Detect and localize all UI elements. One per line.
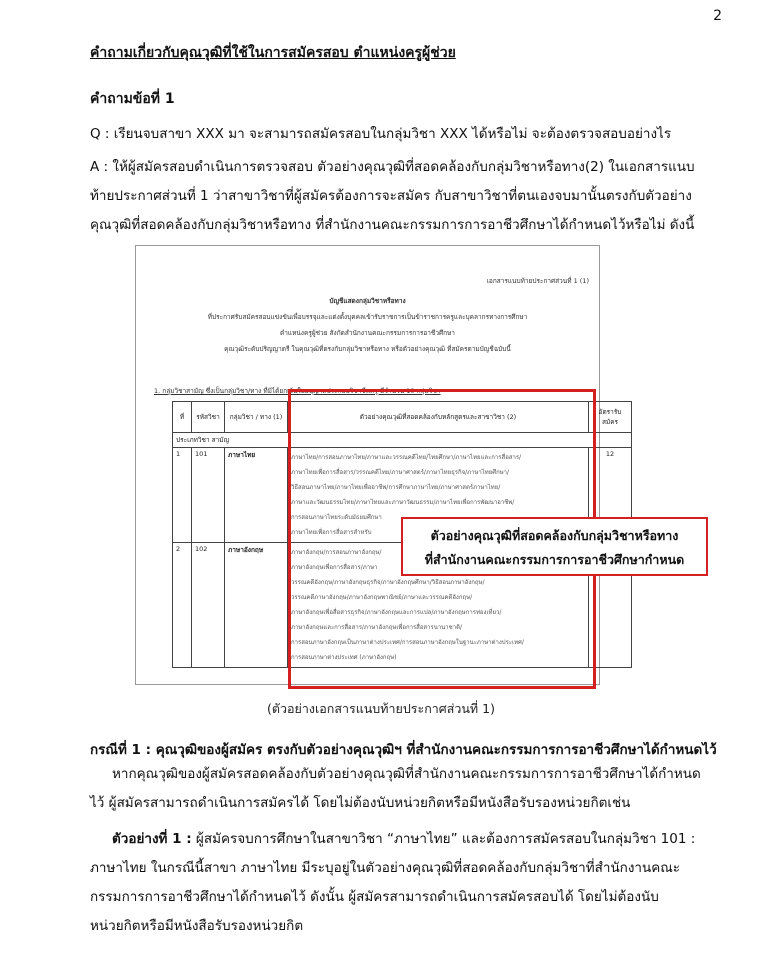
answer-text: A : ให้ผู้สมัครสอบดำเนินการตรวจสอบ ตัวอย่างคุณวุฒิที่สอดคล้องกับกลุ่มวิชาหรือทาง(2) ในเอกสารแนบท้ายประกาศส่วนที่ 1 ว่าสาขาวิชาที่ผู้สมัครต้องการจะสมัคร กับสาขาวิชาที่ตนเองจบมานั้นตรงกับตัวอย่างคุณวุฒิที่สอดคล้องกับกลุ่มวิชาหรือทาง ที่สำนักงานคณะกรรมการการอาชีวศึกษาได้กำหนดไว้หรือไม่ ดังนี้ [90, 159, 695, 233]
example-line: ภาษาไทย/การสอนภาษาไทย/ภาษาและวรรณคดีไทย/ไทยศึกษา/ภาษาไทยและการสื่อสาร/ [291, 454, 522, 461]
column-header: รหัสวิชา [192, 402, 225, 433]
question-heading: คำถามข้อที่ 1 [90, 91, 175, 107]
document-reference: เอกสารแนบท้ายประกาศส่วนที่ 1 (1) [486, 277, 589, 285]
row-group: ภาษาอังกฤษ [225, 543, 288, 668]
row-number: 2 [173, 543, 192, 668]
example-line: ภาษาอังกฤษเพื่อการสื่อสาร/ภาษา [291, 564, 378, 571]
example-paragraph [90, 825, 702, 941]
doc-heading-line: บัญชีแสดงกลุ่มวิชาหรือทาง [329, 297, 406, 305]
row-code: 102 [192, 543, 225, 668]
case-heading: กรณีที่ 1 : คุณวุฒิของผู้สมัคร ตรงกับตัวอย่างคุณวุฒิฯ ที่สำนักงานคณะกรรมการการอาชีวศึกษาได้กำหนดไว้ [90, 742, 717, 758]
page-number: 2 [713, 8, 722, 24]
question-text: Q : เรียนจบสาขา XXX มา จะสามารถสมัครสอบในกลุ่มวิชา XXX ได้หรือไม่ จะต้องตรวจสอบอย่างไร [90, 126, 672, 142]
case-body: หากคุณวุฒิของผู้สมัครสอดคล้องกับตัวอย่างคุณวุฒิที่สำนักงานคณะกรรมการการอาชีวศึกษาได้กำหนดไว้ ผู้สมัครสามารถดำเนินการสมัครได้ โดยไม่ต้องนับหน่วยกิตหรือมีหนังสือรับรองหน่วยกิตเช่น [90, 766, 701, 811]
example-line: วรรณคดีอังกฤษ/ภาษาอังกฤษธุรกิจ/ภาษาอังกฤษศึกษา/วิธีสอนภาษาอังกฤษ/ [291, 579, 485, 586]
page-title: คำถามเกี่ยวกับคุณวุฒิที่ใช้ในการสมัครสอบ ตำแหน่งครูผู้ช่วย [90, 45, 456, 61]
column-header: ที่ [173, 402, 192, 433]
column-header: ตัวอย่างคุณวุฒิที่สอดคล้องกับหลักสูตรและสาขาวิชา (2) [288, 402, 589, 433]
example-line: การสอนภาษาไทยระดับมัธยมศึกษา [291, 514, 382, 521]
section-label: ประเภทวิชา สามัญ [173, 433, 632, 448]
example-body: ผู้สมัครจบการศึกษาในสาขาวิชา “ภาษาไทย” และต้องการสมัครสอบในกลุ่มวิชา 101 : ภาษาไทย ในกรณีนี้สาขา ภาษาไทย มีระบุอยู่ในตัวอย่างคุณวุฒิที่สอดคล้องกับกลุ่มวิชาที่สำนักงานคณะกรรมการการอาชีวศึกษาได้กำหนดไว้ ดังนั้น ผู้สมัครสามารถดำเนินการสมัครสอบได้ โดยไม่ต้องนับหน่วยกิตหรือมีหนังสือรับรองหน่วยกิต [90, 831, 696, 934]
row-rate: 12 [589, 448, 632, 543]
doc-heading-line: ที่ประกาศรับสมัครสอบแข่งขันเพื่อบรรจุและแต่งตั้งบุคคลเข้ารับราชการเป็นข้าราชการครูและบุคลากรทางการศึกษา [207, 313, 528, 321]
row-code: 101 [192, 448, 225, 543]
example-line: การสอนภาษาต่างประเทศ (ภาษาอังกฤษ) [291, 654, 397, 661]
figure-caption: (ตัวอย่างเอกสารแนบท้ายประกาศส่วนที่ 1) [267, 701, 495, 716]
row-number: 1 [173, 448, 192, 543]
example-line: ภาษาอังกฤษ/การสอนภาษาอังกฤษ/ [291, 549, 382, 556]
example-line: การสอนภาษาอังกฤษเป็นภาษาต่างประเทศ/การสอนภาษาอังกฤษในฐานะภาษาต่างประเทศ/ [291, 639, 524, 646]
doc-heading-line: คุณวุฒิระดับปริญญาตรี ในคุณวุฒิที่ตรงกับกลุ่มวิชาหรือทาง หรือตัวอย่างคุณวุฒิ ที่สมัครตามบัญชีฉบับนี้ [224, 345, 511, 353]
doc-heading-line: ตำแหน่งครูผู้ช่วย สังกัดสำนักงานคณะกรรมการการอาชีวศึกษา [280, 329, 455, 337]
example-line: วรรณคดีภาษาอังกฤษ/ภาษาอังกฤษพาณิชย์/ภาษาและวรรณคดีอังกฤษ/ [291, 594, 473, 601]
doc-category-line: 1. กลุ่มวิชาสามัญ ซึ่งเป็นกลุ่มวิชา/ทาง ที่มิได้ยกเว้นใบอนุญาตประกอบวิชาชีพครู มีจำนวน 10 กลุ่มวิชา [154, 387, 441, 395]
column-header: กลุ่มวิชา / ทาง (1) [225, 402, 288, 433]
example-line: ภาษาไทยเพื่อการสื่อสารสำหรับ [291, 529, 372, 536]
example-line: ภาษาและวัฒนธรรมไทย/ภาษาไทยและภาษาวัฒนธรรม/ภาษาไทยเพื่อการพัฒนาอาชีพ/ [291, 499, 515, 506]
callout-line: ที่สำนักงานคณะกรรมการการอาชีวศึกษากำหนด [424, 552, 685, 567]
callout-line: ตัวอย่างคุณวุฒิที่สอดคล้องกับกลุ่มวิชาหรือทาง [430, 528, 679, 543]
row-group: ภาษาไทย [225, 448, 288, 543]
example-line: ภาษาไทยเพื่อการสื่อสาร/วรรณคดีไทย/ภาษาศาสตร์/ภาษาไทยธุรกิจ/ภาษาไทยศึกษา/ [291, 469, 510, 476]
example-line: ภาษาอังกฤษและการสื่อสาร/ภาษาอังกฤษเพื่อการสื่อสารนานาชาติ/ [291, 624, 462, 631]
column-header: อัตรารับสมัคร [589, 402, 632, 433]
example-line: ภาษาอังกฤษเพื่อสื่อสารธุรกิจ/ภาษาอังกฤษและการแปล/ภาษาอังกฤษการท่องเที่ยว/ [291, 609, 502, 616]
callout-box [401, 517, 708, 576]
example-label: ตัวอย่างที่ 1 : [112, 831, 192, 847]
example-line: วิธีสอนภาษาไทย/ภาษาไทยเพื่ออาชีพ/การศึกษาภาษาไทย/ภาษาศาสตร์ภาษาไทย/ [291, 484, 501, 491]
